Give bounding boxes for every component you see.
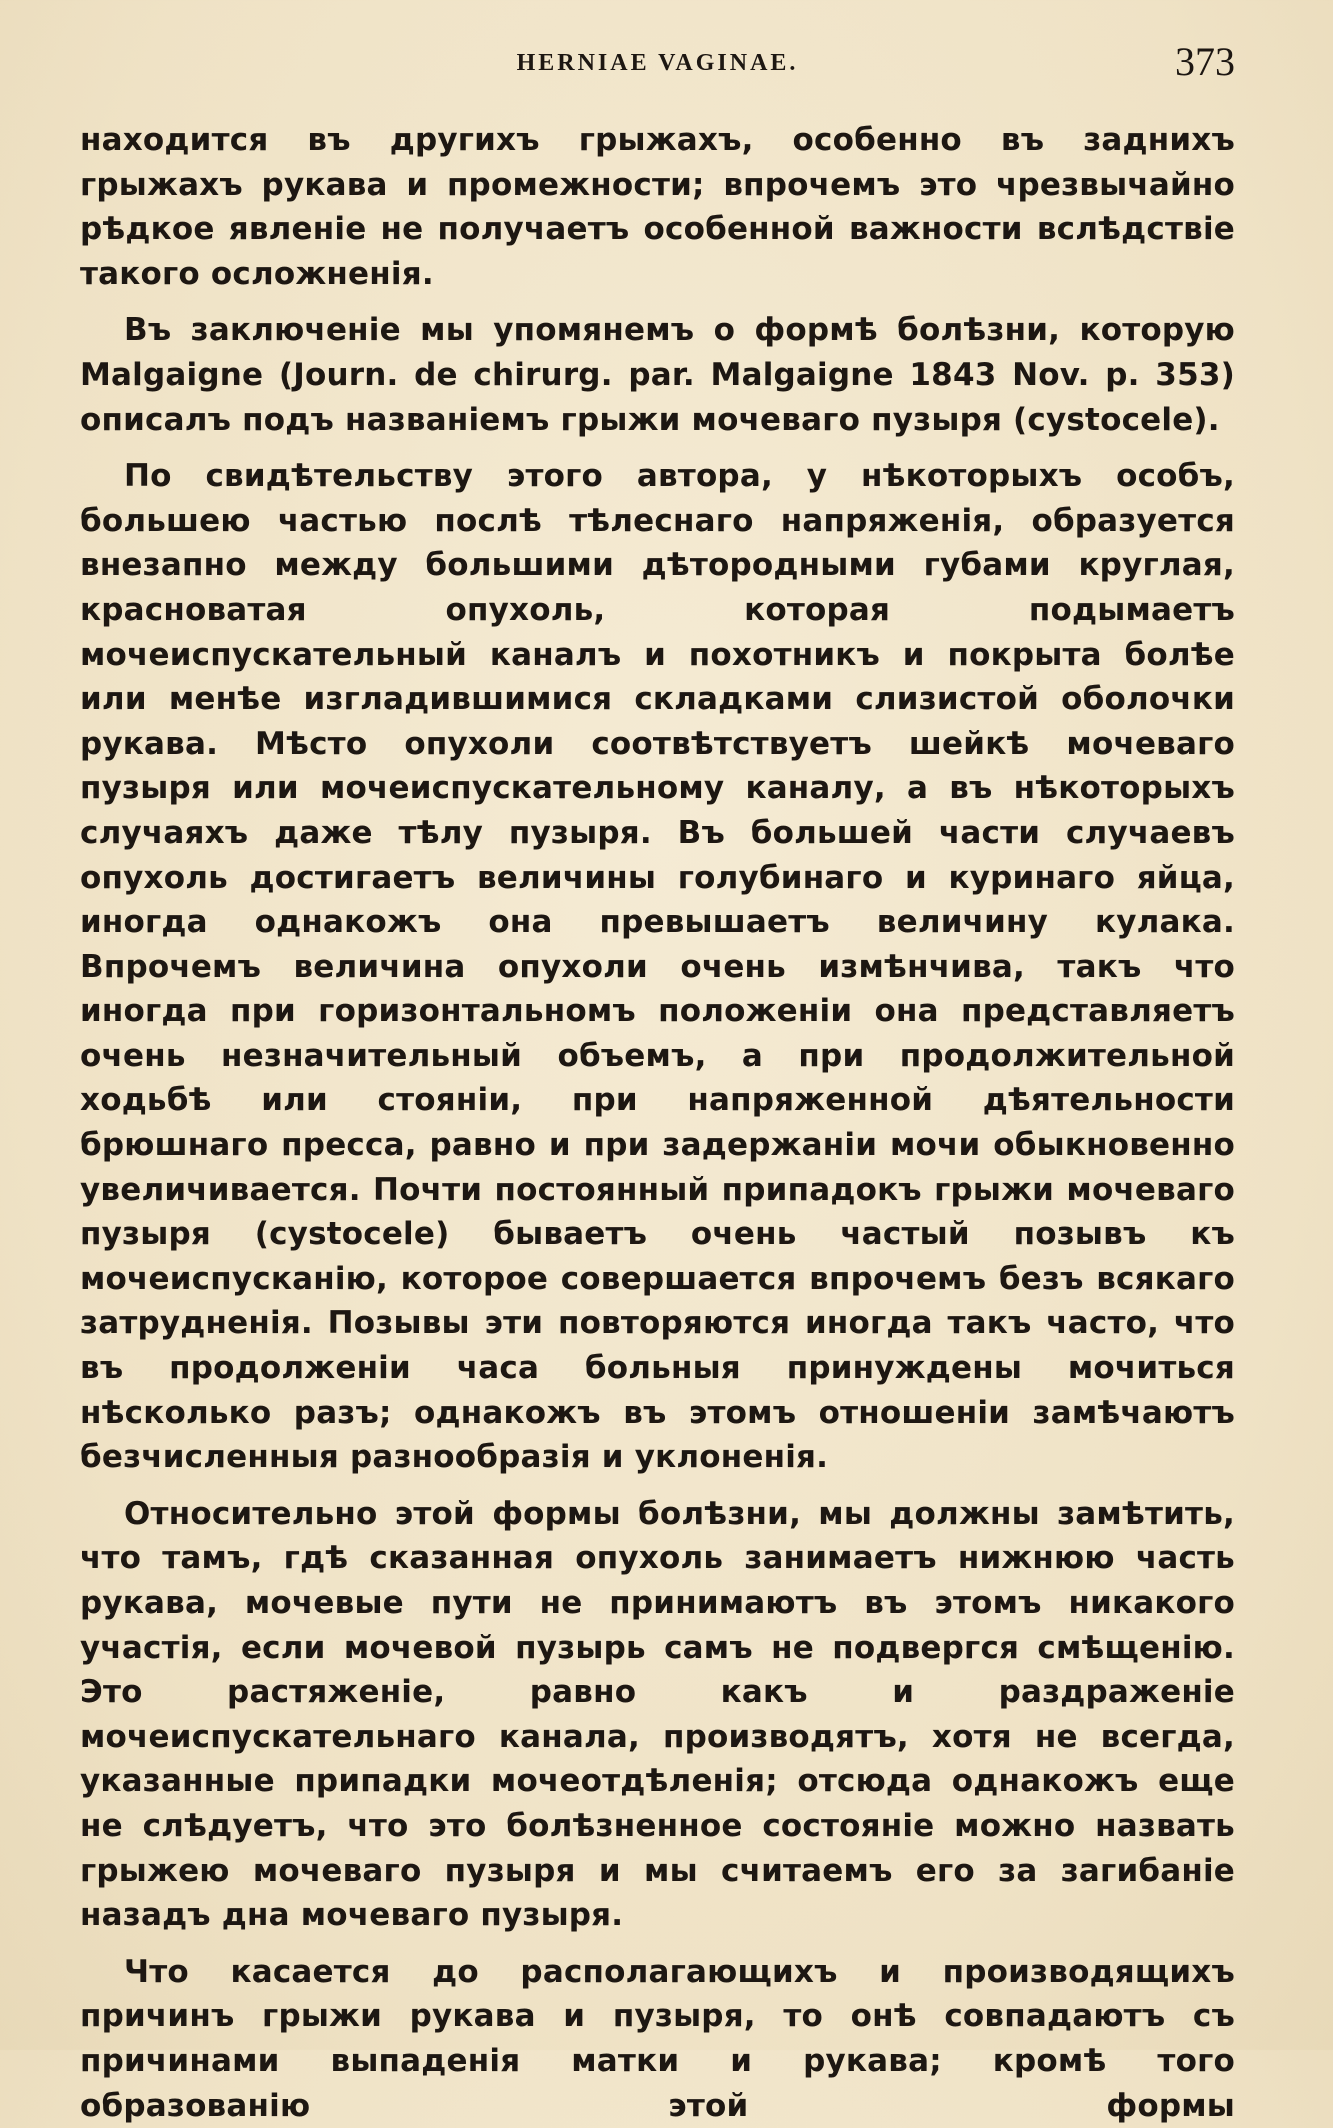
book-page	[80, 38, 1235, 2128]
running-head	[80, 38, 1235, 118]
paragraph: Въ заключенiе мы упомянемъ о формѣ болѣзни, которую Malgaigne (Journ. de chirurg. par. Malgaigne 1843 Nov. p. 353) описалъ подъ названiемъ грыжи мочеваго пузыря (cystocele).	[80, 312, 1235, 438]
paragraph: находится въ другихъ грыжахъ, особенно въ заднихъ грыжахъ рукава и промежности; впрочемъ это чрезвычайно рѣдкое явленiе не получаетъ особенной важности вслѣдствiе такого осложненiя.	[80, 122, 1235, 292]
paragraph: По свидѣтельству этого автора, у нѣкоторыхъ особъ, большею частью послѣ тѣлеснаго напряженiя, образуется внезапно между большими дѣтородными губами круглая, красноватая опухоль, которая подымаетъ мочеиспускательный каналъ и похотникъ и покрыта болѣе или менѣе изгладившимися складками слизистой оболочки рукава. Мѣсто опухоли соотвѣтствуетъ шейкѣ мочеваго пузыря или мочеиспускательному каналу, а въ нѣкоторыхъ случаяхъ даже тѣлу пузыря. Въ большей части случаевъ опухоль достигаетъ величины голубинаго и куринаго яйца, иногда однакожъ она превышаетъ величину кулака. Впрочемъ величина опухоли очень измѣнчива, такъ что иногда при горизонтальномъ положенiи она представляетъ очень незначительный объемъ, а при продолжительной ходьбѣ или стоянiи, при напряженной дѣятельности брюшнаго пресса, равно и при задержанiи мочи обыкновенно увеличивается. Почти постоянный припадокъ грыжи мочеваго пузыря (cystocele) бываетъ очень частый позывъ къ мочеиспусканiю, которое совершается впрочемъ безъ всякаго затрудненiя. Позывы эти повторяются иногда такъ часто, что въ продолженiи часа больныя принуждены мочиться нѣсколько разъ; однакожъ въ этомъ отношенiи замѣчаютъ безчисленныя разнообразiя и уклоненiя.	[80, 458, 1235, 1476]
paragraph: Что касается до располагающихъ и производящихъ причинъ грыжи рукава и пузыря, то онѣ совпадаютъ съ причинами выпаденiя матки и рукава; кромѣ того образованiю этой формы	[80, 1953, 1235, 2124]
body-text	[80, 118, 1235, 2128]
page-number: 373	[1175, 39, 1235, 84]
paragraph: Относительно этой формы болѣзни, мы должны замѣтить, что тамъ, гдѣ сказанная опухоль занимаетъ нижнюю часть рукава, мочевые пути не принимаютъ въ этомъ никакого участiя, если мочевой пузырь самъ не подвергся смѣщенiю. Это растяженiе, равно какъ и раздраженiе мочеиспускательнаго канала, производятъ, хотя не всегда, указанные припадки мочеотдѣленiя; отсюда однакожъ еще не слѣдуетъ, что это болѣзненное состоянiе можно назвать грыжею мочеваго пузыря и мы считаемъ его за загибанiе назадъ дна мочеваго пузыря.	[80, 1495, 1235, 1934]
running-title: HERNIAE VAGINAE.	[516, 50, 799, 76]
